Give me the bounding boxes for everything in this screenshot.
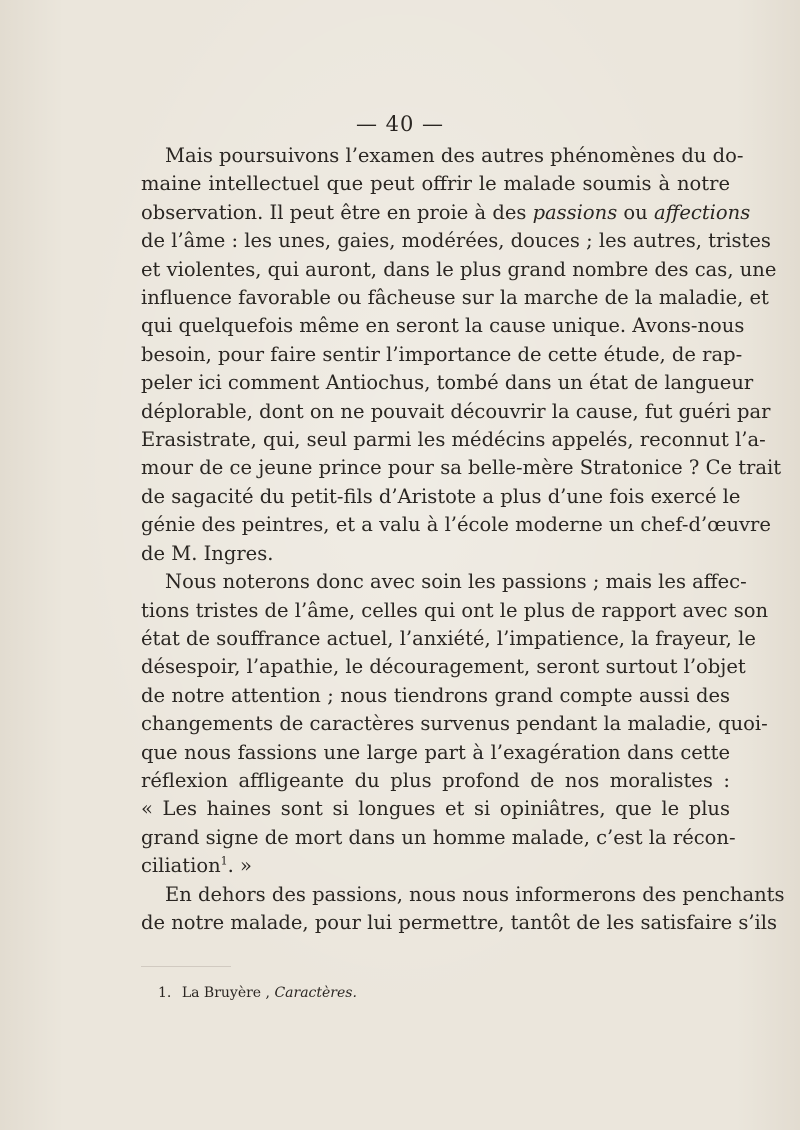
body-text: [141, 142, 785, 937]
text-line: maine intellectuel que peut offrir le malade soumis à notre: [141, 172, 730, 196]
text-line: mour de ce jeune prince pour sa belle-mère Stratonice ? Ce trait: [141, 456, 782, 480]
text-line: de l’âme : les unes, gaies, modérées, douces ; les autres, tristes: [141, 229, 771, 253]
text-line: que nous fassions une large part à l’exagération dans cette: [141, 740, 730, 764]
footnote-author: La Bruyère ,: [181, 985, 270, 1001]
footnote-divider: [141, 966, 231, 967]
italic-term: passions: [532, 200, 618, 224]
text-line: changements de caractères survenus pendant la maladie, quoi-: [141, 712, 768, 736]
text-line: de sagacité du petit-fils d’Aristote a plus d’une fois exercé le: [141, 484, 741, 508]
text-line: Nous noterons donc avec soin les passions ; mais les affec-: [165, 570, 747, 594]
italic-term: affections: [653, 200, 751, 224]
text-line: peler ici comment Antiochus, tombé dans un état de langueur: [141, 371, 754, 395]
footnote: [158, 983, 357, 1003]
text-line: Mais poursuivons l’examen des autres phénomènes du do-: [165, 144, 744, 167]
paragraph: [141, 568, 769, 880]
text-line: réflexion affligeante du plus profond de nos moralistes :: [141, 768, 730, 792]
text-line: [141, 852, 730, 880]
text-line: et violentes, qui auront, dans le plus grand nombre des cas, une: [141, 257, 777, 281]
text-segment: ciliation: [141, 854, 221, 878]
text-line: de notre attention ; nous tiendrons grand compte aussi des: [141, 683, 730, 707]
footnote-marker: 1: [220, 854, 228, 868]
text-line: influence favorable ou fâcheuse sur la marche de la maladie, et: [141, 286, 769, 310]
page-number: — 40 —: [355, 112, 445, 136]
text-line: déplorable, dont on ne pouvait découvrir la cause, fut guéri par: [141, 399, 771, 423]
text-line: tions tristes de l’âme, celles qui ont le plus de rapport avec son: [141, 598, 769, 622]
footnote-title: Caractères.: [274, 985, 357, 1001]
paragraph: [141, 142, 782, 568]
footnote-number: 1.: [158, 985, 172, 1001]
text-line: grand signe de mort dans un homme malade, c’est la récon-: [141, 825, 736, 849]
text-segment: ou: [617, 200, 654, 224]
text-line: génie des peintres, et a valu à l’école moderne un chef-d’œuvre: [141, 513, 771, 537]
text-line: désespoir, l’apathie, le découragement, seront surtout l’objet: [141, 655, 746, 679]
text-line: qui quelquefois même en seront la cause unique. Avons-nous: [141, 314, 745, 338]
text-line: « Les haines sont si longues et si opiniâtres, que le plus: [141, 797, 730, 821]
text-segment: . »: [227, 854, 252, 878]
text-line: état de souffrance actuel, l’anxiété, l’impatience, la frayeur, le: [141, 626, 756, 650]
text-line: En dehors des passions, nous nous informerons des penchants: [165, 882, 785, 906]
text-line: de M. Ingres.: [141, 541, 274, 565]
text-line: [141, 199, 751, 227]
paragraph: [141, 881, 785, 938]
text-line: besoin, pour faire sentir l’importance de cette étude, de rap-: [141, 342, 743, 366]
text-line: Erasistrate, qui, seul parmi les médécins appelés, reconnut l’a-: [141, 428, 766, 452]
text-segment: observation. Il peut être en proie à des: [141, 200, 533, 224]
text-line: de notre malade, pour lui permettre, tantôt de les satisfaire s’ils: [141, 910, 778, 934]
